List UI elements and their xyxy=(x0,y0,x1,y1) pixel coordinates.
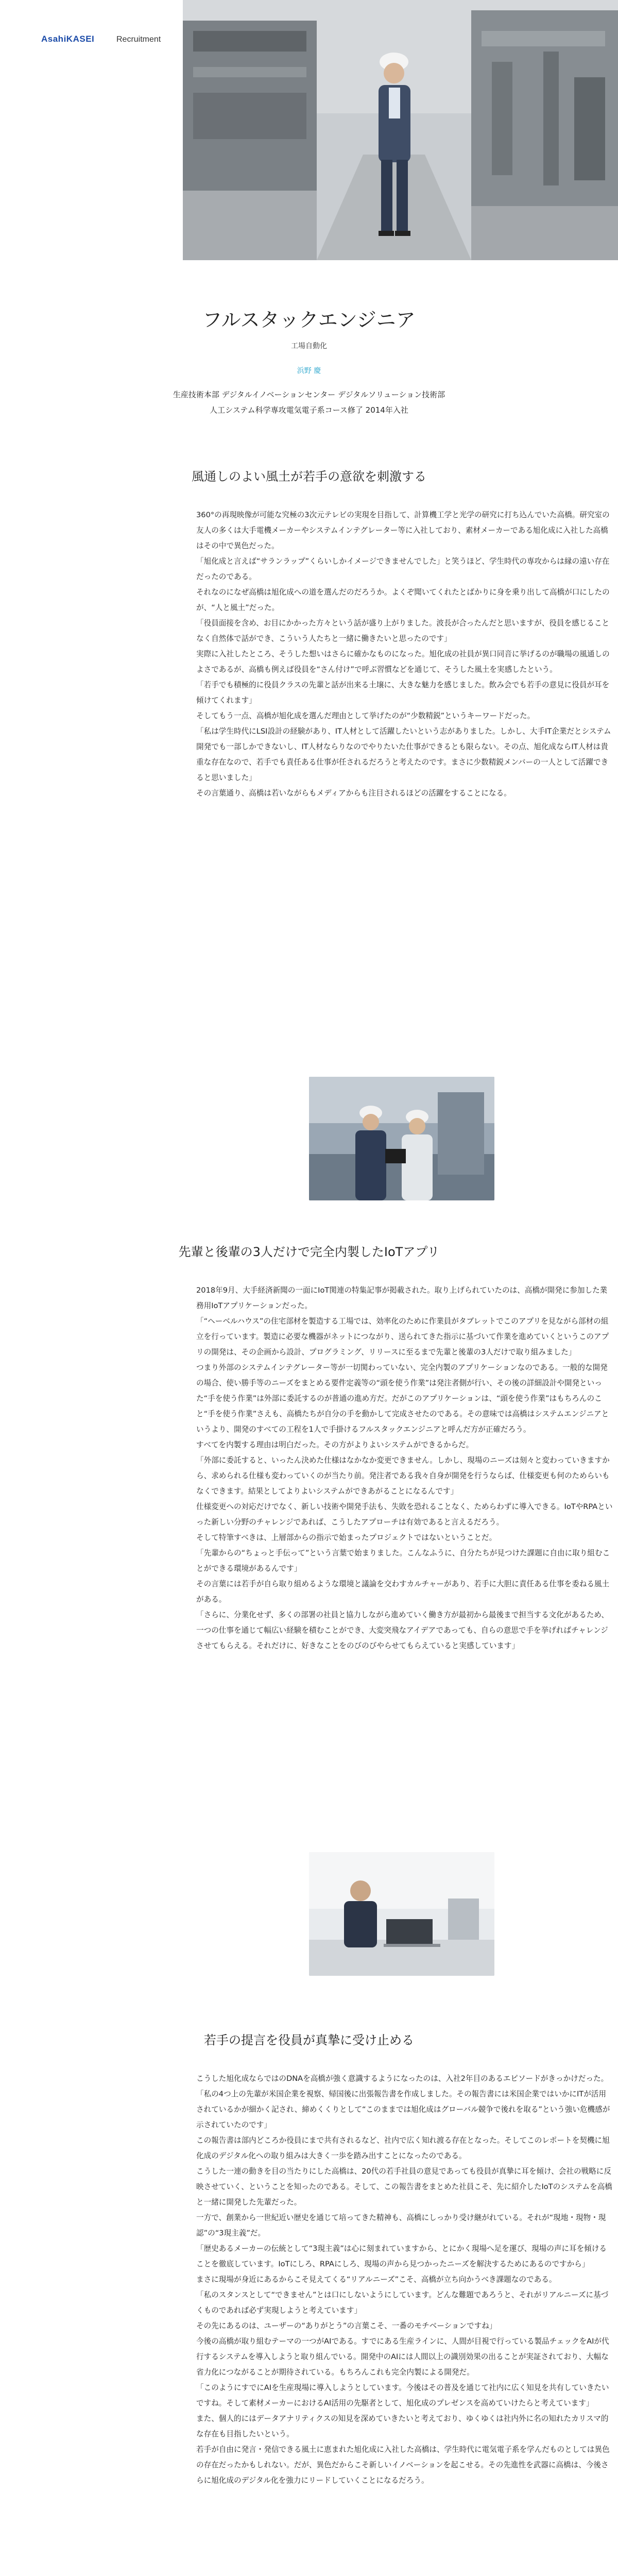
paragraph: 360°の再現映像が可能な究極の3次元テレビの実現を目指して、計算機工学と光学の研究に打ち込んでいた高橋。研究室の友人の多くは大手電機メーカーやシステムインテグレーター等に入社しており、素材メーカーである旭化成に入社した高橋はその中で異色だった。 xyxy=(196,511,610,550)
paragraph: つまり外部のシステムインテグレーター等が一切関わっていない、完全内製のアプリケーションなのである。一般的な開発の場合、使い勝手等のニーズをまとめる要件定義等の“頭を使う作業”は発注者側が行い、その後の詳細設計や開発といった“手を使う作業”は外部に委託するのが普通の進め方だ。だがこのアプリケーションは、“頭を使う作業”はもちろんのこと“手を使う作業”さえも、高橋たちが自分の手を動かして完成させたのである。その意味では高橋はシステムエンジニアというより、開発のすべての工程を1人で手掛けるフルスタックエンジニアと呼んだ方が正確だろう。 xyxy=(196,1363,609,1434)
paragraph: 2018年9月、大手経済新聞の一面にIoT関連の特集記事が掲載された。取り上げられていたのは、高橋が開発に参加した業務用IoTアプリケーションだった。 xyxy=(196,1286,608,1310)
workers-photo xyxy=(309,1077,494,1200)
logo-subtitle: Recruitment xyxy=(116,35,161,44)
section-body xyxy=(196,2071,613,2488)
paragraph: そして特筆すべきは、上層部からの指示で始まったプロジェクトではないということだ。 xyxy=(196,1533,497,1542)
paragraph: すべてを内製する理由は明白だった。その方がよりよいシステムができるからだ。 xyxy=(196,1440,474,1449)
page-title: フルスタックエンジニア xyxy=(202,309,416,331)
section-heading: 若手の提言を役員が真摯に受け止める xyxy=(204,2033,414,2047)
paragraph: 「先輩からの“ちょっと手伝って”という言葉で始まりました。こんなふうに、自分たちが見つけた課題に自由に取り組むことができる環境があるんです」 xyxy=(196,1549,610,1573)
section-body xyxy=(196,1283,613,1654)
paragraph: 「私のスタンスとして“できません”とは口にしないようにしています。どんな難題であろうと、それがリアルニーズに基づくものであれば必ず実現しようと考えています」 xyxy=(196,2291,609,2315)
paragraph: 「“ヘーベルハウス”の住宅部材を製造する工場では、効率化のために作業員がタブレットでこのアプリを見ながら部材の組立を行っています。製造に必要な機器がネットにつながり、送られてきた指示に基づいて作業を進めていくというこのアプリの開発は、その企画から設計、プログラミング、リリースに至るまで先輩と後輩の3人だけで取り組みました」 xyxy=(196,1317,609,1357)
paragraph: そしてもう一点、高橋が旭化成を選んだ理由として挙げたのが“少数精鋭”というキーワードだった。 xyxy=(196,711,535,720)
paragraph: 仕様変更への対応だけでなく、新しい技術や開発手法も、失敗を恐れることなく、ためらわずに導入できる。IoTやRPAといった新しい分野のチャレンジであれば、こうしたアプローチは有効であると言えるだろう。 xyxy=(196,1502,613,1527)
education-line: 人工システム科学専攻電気電子系コース修了 2014年入社 xyxy=(210,405,408,415)
factory-workers-illustration xyxy=(309,1077,494,1200)
job-category: 工場自動化 xyxy=(291,342,327,350)
paragraph: 「旭化成と言えば“サランラップ”くらいしかイメージできませんでした」と笑うほど、学生時代の専攻からは縁の遠い存在だったのである。 xyxy=(196,557,610,581)
factory-photo-illustration xyxy=(183,0,618,260)
paragraph: 「外部に委託すると、いったん決めた仕様はなかなか変更できません。しかし、現場のニーズは刻々と変わっていきますから、求められる仕様も変わっていくのが当たり前。発注者である我々自身が開発を行うならば、仕様変更も何のためらいもなくできます。結果としてよりよいシステムができあがることになるんです」 xyxy=(196,1456,610,1496)
hero-photo xyxy=(183,0,618,260)
paragraph: 「さらに、分業化せず、多くの部署の社員と協力しながら進めていく働き方が最初から最後まで担当する文化があるため、一つの仕事を通じて幅広い経験を積むことができ、大変突飛なアイデアであっても、自らの意思で手を挙げればチャレンジさせてもらえる。それだけに、好きなことをのびのびやらせてもらえていると実感しています」 xyxy=(196,1611,609,1650)
logo-mark: KASEI xyxy=(66,34,95,44)
paragraph: 一方で、創業から一世紀近い歴史を通じて培ってきた精神も、高橋にしっかり受け継がれている。それが“現地・現物・現認”の“3現主義”だ。 xyxy=(196,2213,606,2238)
section-body xyxy=(196,507,613,801)
paragraph: 「役員面接を含め、お目にかかった方々という話が盛り上がりました。波長が合ったんだと思いますが、役員を感じることなく自然体で話ができ、こういう人たちと一緒に働きたいと思ったのです」 xyxy=(196,619,610,643)
paragraph: それなのになぜ高橋は旭化成への道を選んだのだろうか。よくぞ聞いてくれたとばかりに身を乗り出して高橋が口にしたのが、“人と風土”だった。 xyxy=(196,588,610,612)
office-photo xyxy=(309,1852,494,1976)
paragraph: まさに現場が身近にあるからこそ見えてくる“リアルニーズ”こそ、高橋が立ち向かうべき課題なのである。 xyxy=(196,2275,557,2284)
paragraph: こうした一連の動きを目の当たりにした高橋は、20代の若手社員の意見であっても役員が真摯に耳を傾け、会社の戦略に反映させていく、ということを知ったのである。そして、この報告書をまとめた社員こそ、先に紹介したIoTのシステムを高橋と一緒に開発した先輩だった。 xyxy=(196,2167,612,2207)
paragraph: また、個人的にはデータアナリティクスの知見を深めていきたいと考えており、ゆくゆくは社内外に名の知れたカリスマ的な存在も目指したいという。 xyxy=(196,2414,609,2438)
paragraph: 「私は学生時代にLSI設計の経験があり、IT人材として活躍したいという志がありました。しかし、大手IT企業だとシステム開発でも一部しかできないし、IT人材ならりなのでやりたいた仕事ができるとも限らない。その点、旭化成ならIT人材は貴重な存在なので、若手でも責任ある仕事が任されるだろうと考えたのです。まさに少数精鋭メンバーの一人として活躍できると思いました」 xyxy=(196,727,611,782)
profile-header xyxy=(0,304,618,418)
paragraph: 若手が自由に発言・発信できる風土に恵まれた旭化成に入社した高橋は、学生時代に電気電子系を学んだものとしては異色の存在だったかもしれない。だが、異色だからこそ新しいイノベーションを起こせる。その先進性を武器に高橋は、今後さらに旭化成のデジタル化を強力にリードしていくことになるだろう。 xyxy=(196,2445,610,2485)
paragraph: その言葉通り、高橋は若いながらもメディアからも注目されるほどの活躍をすることになる。 xyxy=(196,789,511,798)
paragraph: 「歴史あるメーカーの伝統として“3現主義”は心に刻まれていますから、とにかく現場へ足を運び、現場の声に耳を傾けることを徹底しています。IoTにしろ、RPAにしろ、現場の声から見つかったニーズを解決するためにあるのですから」 xyxy=(196,2244,607,2268)
paragraph: 「私の4つ上の先輩が米国企業を視察、帰国後に出張報告書を作成しました。その報告書には米国企業ではいかにITが活用されているかが細かく記され、締めくくりとして“このままでは旭化成はグローバル競争で後れを取る”という強い危機感が示されていたのです」 xyxy=(196,2090,610,2129)
paragraph: こうした旭化成ならではのDNAを高橋が強く意識するようになったのは、入社2年目のあるエピソードがきっかけだった。 xyxy=(196,2074,609,2083)
paragraph: 「このようにすでにAIを生産現場に導入しようとしています。今後はその普及を通じて社内に広く知見を共有していきたいですね。そして素材メーカーにおけるAI活用の先駆者として、旭化成のプレゼンスを高めていけたらと考えています」 xyxy=(196,2383,609,2408)
paragraph: この報告書は部内どころか役員にまで共有されるなど、社内で広く知れ渡る存在となった。そしてこのレポートを契機に旭化成のデジタル化への取り組みは大きく一歩を踏み出すことになったのである。 xyxy=(196,2136,610,2160)
logo-brand: Asahi xyxy=(41,34,66,44)
paragraph: その言葉には若手が自ら取り組めるような環境と議論を交わすカルチャーがあり、若手に大胆に責任ある仕事を委ねる風土がある。 xyxy=(196,1580,610,1604)
department-info xyxy=(0,387,618,418)
section-heading: 風通しのよい風土が若手の意欲を刺激する xyxy=(192,469,426,484)
company-logo[interactable] xyxy=(41,34,94,44)
section-heading: 先輩と後輩の3人だけで完全内製したIoTアプリ xyxy=(178,1245,440,1259)
laptop-worker-illustration xyxy=(309,1852,494,1976)
employee-name: 浜野 慶 xyxy=(297,367,321,375)
department-line: 生産技術本部 デジタルイノベーションセンター デジタルソリューション技術部 xyxy=(173,390,445,399)
paragraph: 「若手でも積極的に役員クラスの先輩と話が出来る土壌に、大きな魅力を感じました。飲み会でも若手の意見に役員が耳を傾けてくれます」 xyxy=(196,681,610,705)
paragraph: その先にあるのは、ユーザーの“ありがとう”の言葉こそ、一番のモチベーションですね」 xyxy=(196,2321,497,2330)
paragraph: 今後の高橋が取り組むテーマの一つがAIである。すでにある生産ラインに、人間が目視で行っている製品チェックをAIが代行するシステムを導入しようと取り組んでいる。開発中のAIには人間以上の識別効果の出ることが実証されており、大幅な省力化につながることが期待されている。もちろんこれも完全内製による開発だ。 xyxy=(196,2337,609,2377)
paragraph: 実際に入社したところ、そうした想いはさらに確かなものになった。旭化成の社員が異口同音に挙げるのが職場の風通しのよさであるが、高橋も例えば役員を“さん付け”で呼ぶ習慣などを通じて、そうした風土を実感したという。 xyxy=(196,650,610,674)
